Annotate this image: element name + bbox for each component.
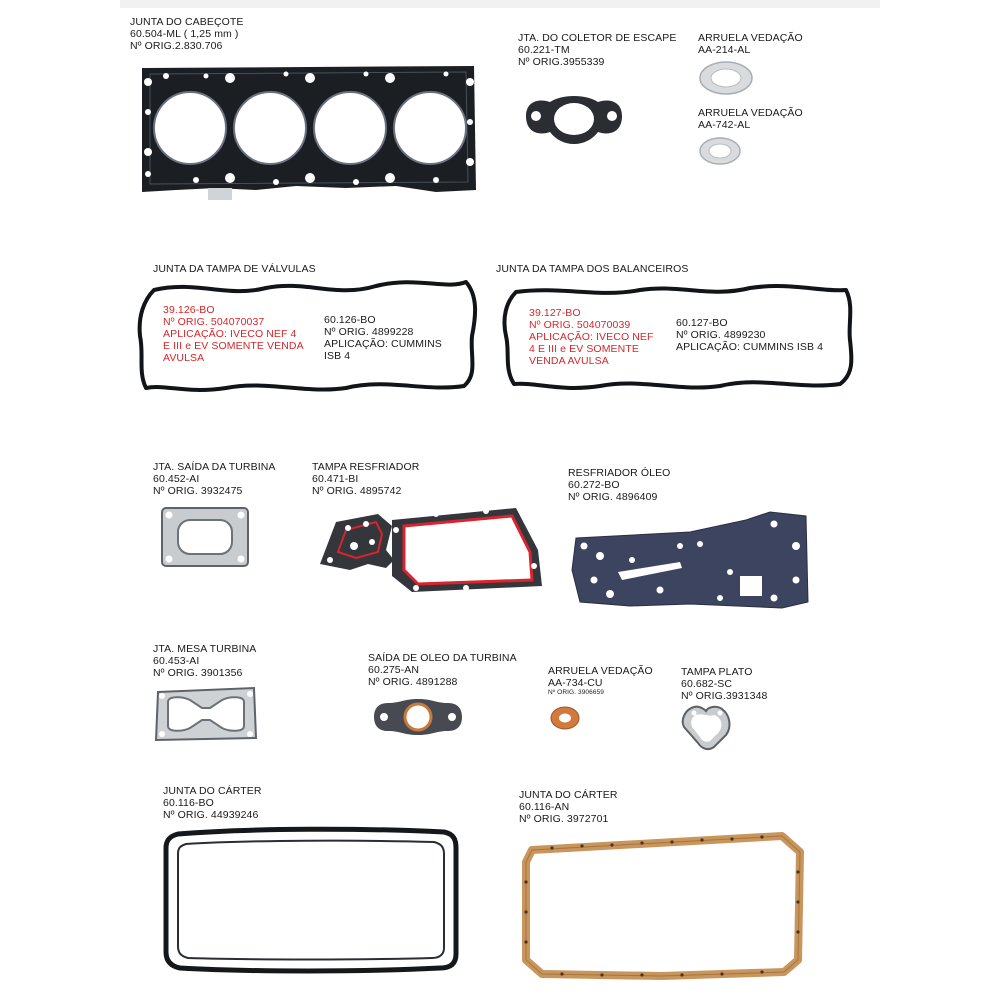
part-orig-number: Nº ORIG.3955339: [518, 56, 605, 68]
cooler-cover-image: [316, 506, 546, 594]
part-code: 60.682-SC: [681, 678, 733, 690]
iveco-application: APLICAÇÃO: IVECO NEF 4: [163, 328, 297, 340]
part-orig-number: Nº ORIG. 4891288: [368, 676, 458, 688]
part-title: RESFRIADOR ÓLEO: [568, 467, 671, 479]
iveco-application-cont: 4 E III e EV SOMENTE: [529, 343, 639, 355]
cummins-application: APLICAÇÃO: CUMMINS: [324, 338, 442, 350]
cummins-orig: Nº ORIG. 4899228: [324, 326, 414, 338]
part-title: ARRUELA VEDAÇÃO: [698, 32, 803, 44]
turbo-outlet-image: [160, 506, 250, 568]
part-code: 60.453-AI: [153, 655, 200, 667]
part-title: JUNTA DO CABEÇOTE: [130, 16, 244, 28]
rocker-cover-iveco-info: [529, 307, 654, 367]
iveco-orig: Nº ORIG. 504070039: [529, 319, 631, 331]
part-title: TAMPA RESFRIADOR: [312, 461, 420, 473]
part-code: 60.116-BO: [163, 797, 214, 809]
part-title: ARRUELA VEDAÇÃO: [698, 107, 803, 119]
valve-cover-iveco-info: [163, 304, 304, 364]
part-orig-number: Nº ORIG.3931348: [681, 690, 768, 702]
part-orig-number: Nº ORIG. 4896409: [568, 491, 658, 503]
washer-742-label: [698, 107, 803, 131]
part-code: 60.504-ML ( 1,25 mm ): [130, 28, 239, 40]
iveco-orig: Nº ORIG. 504070037: [163, 316, 265, 328]
head-gasket-image: [136, 62, 481, 202]
part-orig-number: Nº ORIG. 4895742: [312, 485, 402, 497]
turbo-outlet-label: [153, 461, 276, 497]
part-title: JTA. SAÍDA DA TURBINA: [153, 461, 276, 473]
top-strip: [120, 0, 880, 8]
part-title: JUNTA DO CÁRTER: [163, 785, 262, 797]
iveco-code: 39.127-BO: [529, 307, 581, 319]
valve-cover-cummins-info: [324, 314, 442, 362]
washer-214-label: [698, 32, 803, 56]
oil-cooler-label: [568, 467, 670, 503]
oil-pan-bo-image: [162, 826, 460, 974]
part-code: 60.471-BI: [312, 473, 359, 485]
cummins-application: APLICAÇÃO: CUMMINS ISB 4: [676, 341, 824, 353]
part-title: JTA. DO COLETOR DE ESCAPE: [518, 32, 677, 44]
part-orig-number: Nº ORIG. 3901356: [153, 667, 243, 679]
part-title: JUNTA DO CÁRTER: [519, 789, 618, 801]
iveco-application: APLICAÇÃO: IVECO NEF: [529, 331, 654, 343]
part-title: SAÍDA DE OLEO DA TURBINA: [368, 652, 517, 664]
valve-cover-title: JUNTA DA TAMPA DE VÁLVULAS: [153, 263, 316, 275]
plato-cover-label: [681, 666, 767, 702]
turbo-oil-outlet-image: [372, 697, 464, 737]
iveco-code: 39.126-BO: [163, 304, 215, 316]
washer-742-image: [698, 136, 742, 166]
cummins-code: 60.126-BO: [324, 314, 376, 326]
iveco-application-cont: AVULSA: [163, 352, 205, 364]
part-code: 60.221-TM: [518, 44, 570, 56]
part-orig-number: Nº ORIG. 3972701: [519, 813, 609, 825]
washer-214-image: [698, 60, 754, 96]
part-title: ARRUELA VEDAÇÃO: [548, 665, 653, 677]
part-code: AA-214-AL: [698, 44, 751, 56]
turbo-mount-image: [154, 686, 258, 742]
cooler-cover-label: [312, 461, 419, 497]
part-orig-number: Nº ORIG. 3932475: [153, 485, 243, 497]
exhaust-manifold-label: [518, 32, 676, 68]
part-title: JTA. MESA TURBINA: [153, 643, 257, 655]
turbo-oil-outlet-label: [368, 652, 517, 688]
oil-pan-an-label: [519, 789, 618, 825]
part-title: TAMPA PLATO: [681, 666, 753, 678]
cummins-code: 60.127-BO: [676, 317, 728, 329]
turbo-mount-label: [153, 643, 256, 679]
washer-734-label: [548, 665, 653, 697]
iveco-application-cont: VENDA AVULSA: [529, 355, 609, 367]
part-code: 60.272-BO: [568, 479, 620, 491]
oil-cooler-image: [570, 510, 810, 612]
oil-pan-an-image: [522, 832, 804, 978]
part-code: AA-742-AL: [698, 119, 751, 131]
head-gasket-label: [130, 16, 244, 52]
plato-cover-image: [680, 703, 734, 751]
part-orig-number: Nº ORIG. 3906659: [548, 689, 605, 696]
part-code: 60.452-AI: [153, 473, 200, 485]
cummins-orig: Nº ORIG. 4899230: [676, 329, 766, 341]
cummins-application-cont: ISB 4: [324, 350, 351, 362]
exhaust-manifold-image: [522, 92, 626, 152]
part-code: AA-734-CU: [548, 677, 603, 689]
part-orig-number: Nº ORIG.2.830.706: [130, 40, 223, 52]
rocker-cover-title: JUNTA DA TAMPA DOS BALANCEIROS: [496, 263, 689, 275]
part-code: 60.116-AN: [519, 801, 570, 813]
part-code: 60.275-AN: [368, 664, 420, 676]
washer-734-image: [550, 706, 580, 730]
rocker-cover-cummins-info: [676, 317, 823, 353]
oil-pan-bo-label: [163, 785, 262, 821]
part-orig-number: Nº ORIG. 44939246: [163, 809, 259, 821]
iveco-application-cont: E III e EV SOMENTE VENDA: [163, 340, 304, 352]
